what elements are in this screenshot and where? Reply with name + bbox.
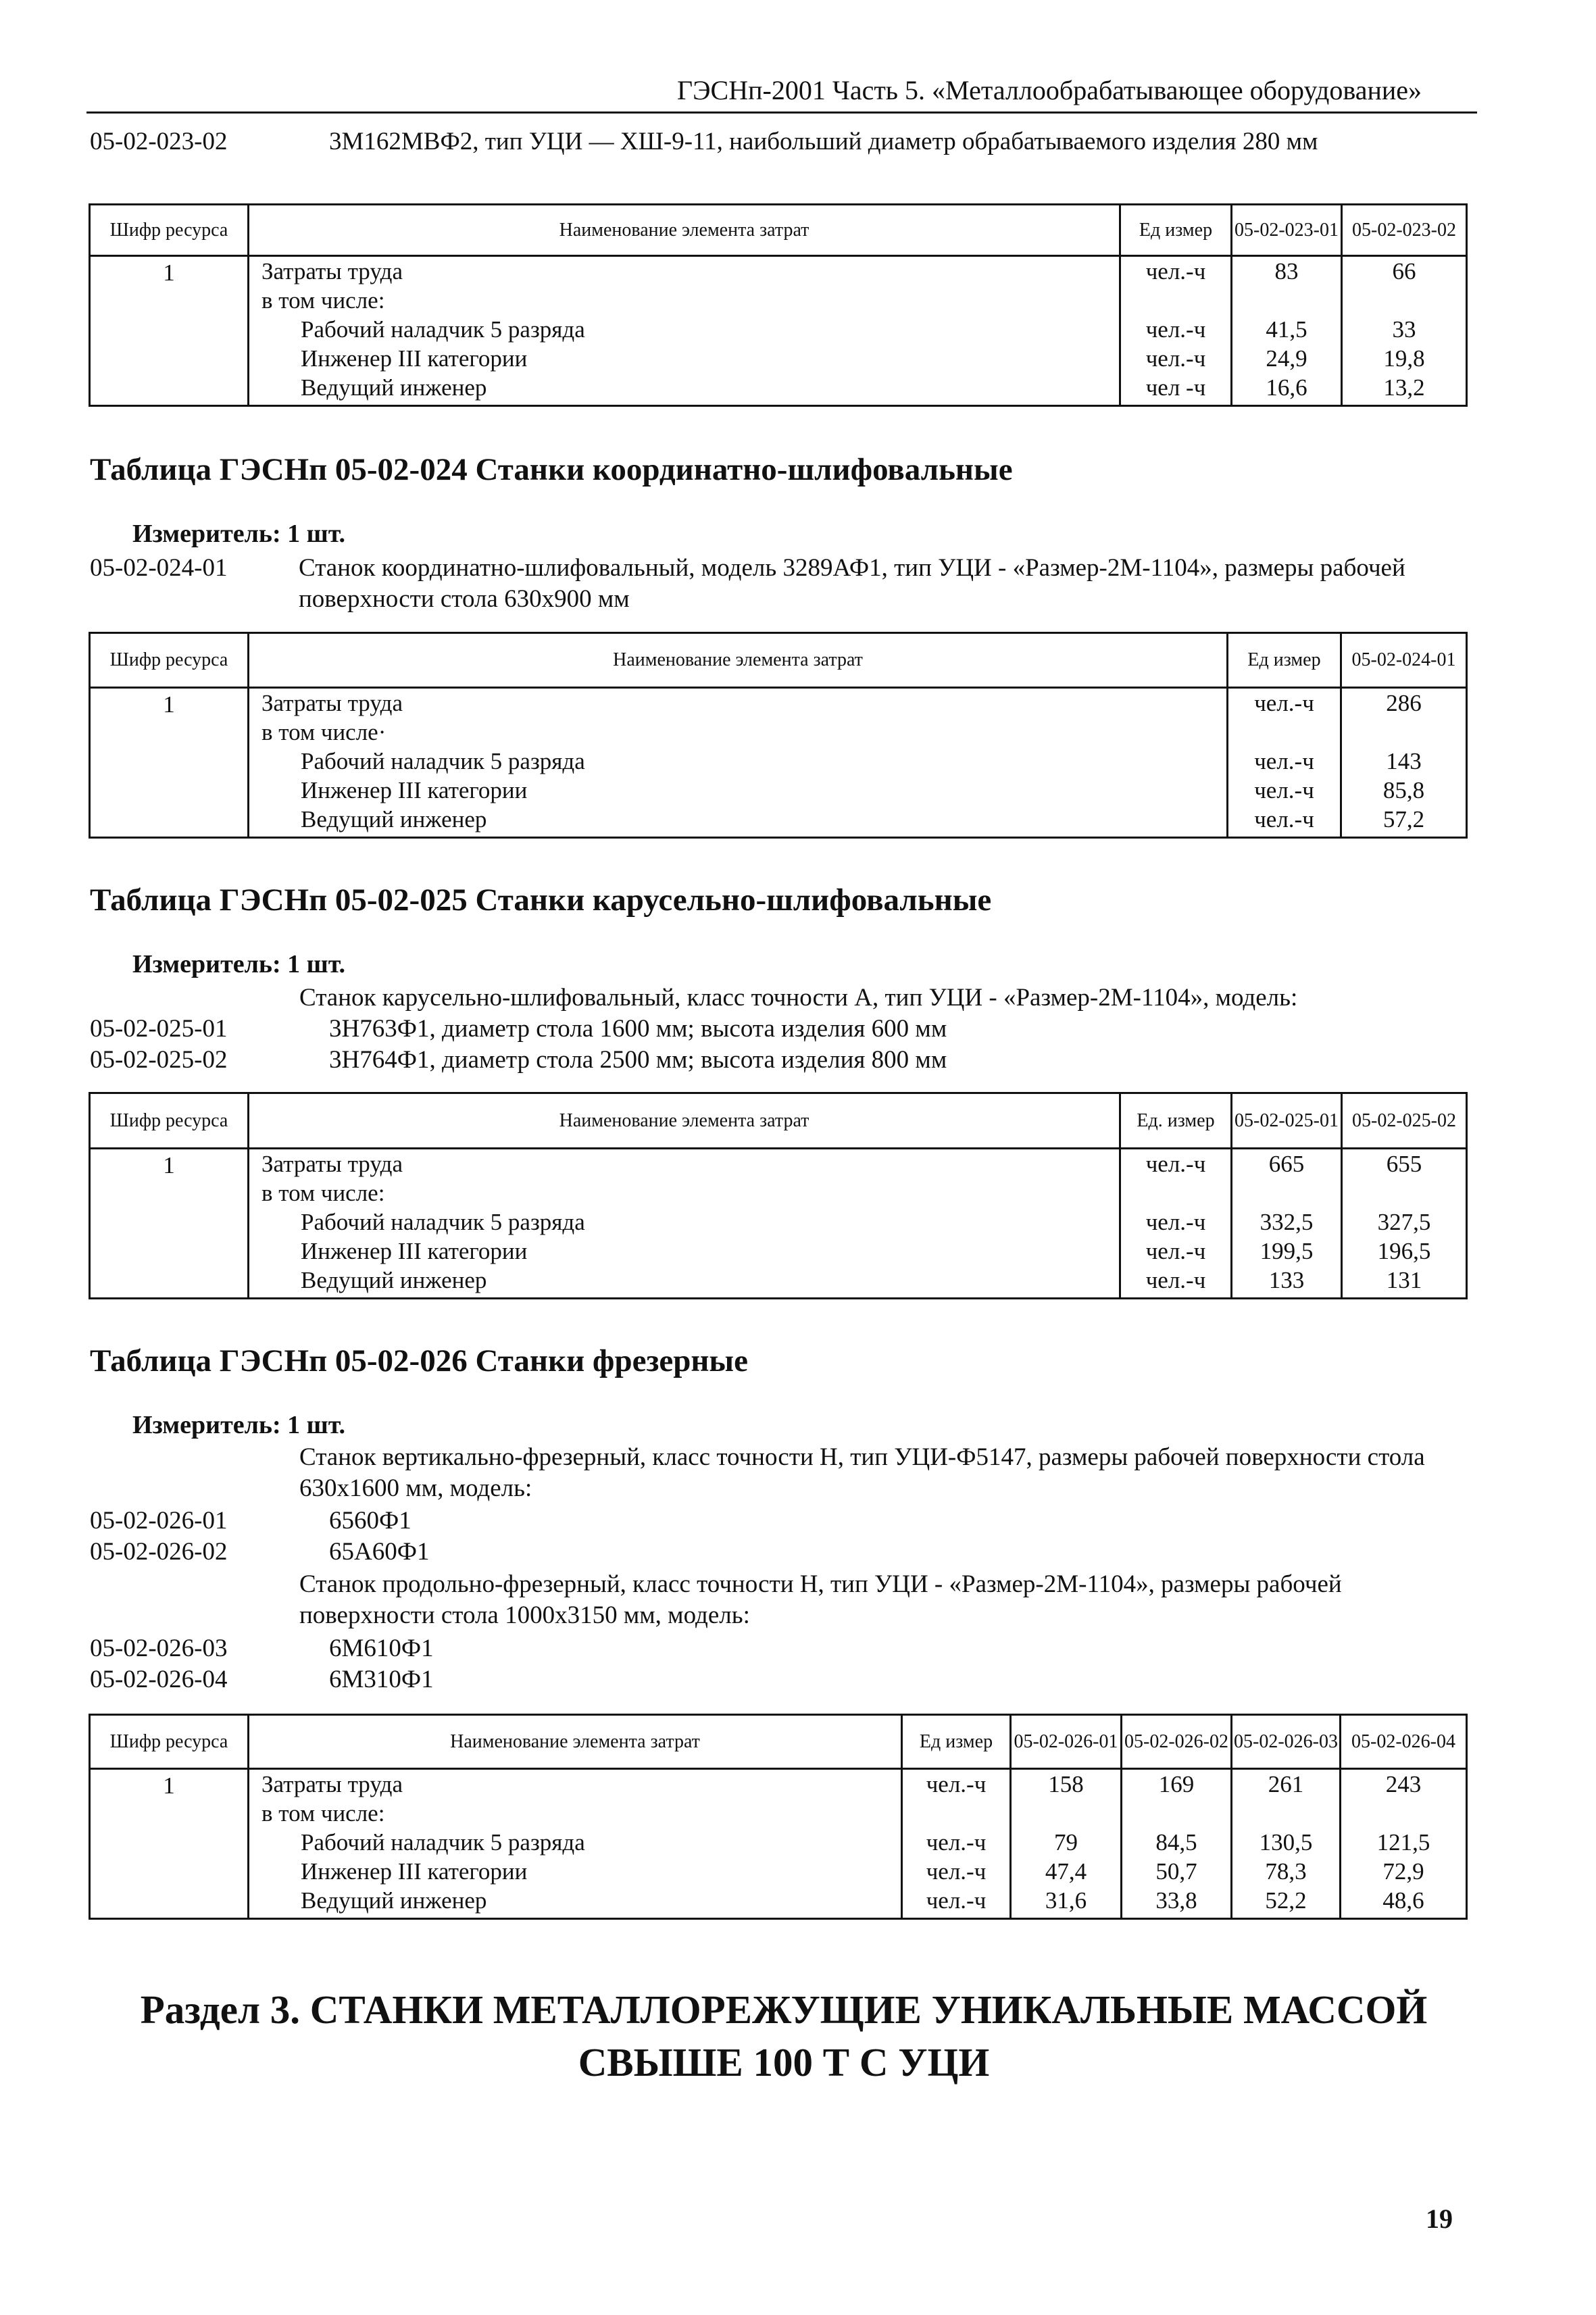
- cell-value: 199,5: [1260, 1238, 1314, 1264]
- measure-value: 1 шт.: [287, 950, 346, 978]
- item-description: 3Н764Ф1, диаметр стола 2500 мм; высота изделия 800 мм: [329, 1046, 947, 1074]
- unit-value: чел.-ч: [1254, 748, 1314, 774]
- col-header-name: Наименование элемента затрат: [249, 1715, 902, 1769]
- unit-value: чел -ч: [1145, 374, 1206, 401]
- cell-value: 243: [1385, 1771, 1422, 1797]
- cost-name: Рабочий наладчик 5 разряда: [301, 316, 585, 343]
- page-number: 19: [1426, 2204, 1453, 2234]
- cell-value: 169: [1158, 1771, 1195, 1797]
- values-cell: [1342, 256, 1467, 406]
- group-lead: Станок продольно-фрезерный, класс точности Н, тип УЦИ - «Размер-2М-1104», размеры рабочей поверхности стола 1000х3150 мм, модель:: [299, 1570, 1342, 1629]
- resource-table-024: [89, 632, 1468, 839]
- unit-value: чел.-ч: [1254, 806, 1314, 832]
- values-cell: [1232, 1149, 1342, 1299]
- values-cell: [1011, 1769, 1122, 1919]
- item-code: 05-02-026-02: [90, 1538, 228, 1566]
- cell-value: 131: [1386, 1267, 1422, 1293]
- cell-value: 261: [1268, 1771, 1304, 1797]
- cell-value: 52,2: [1265, 1887, 1307, 1914]
- item-description: Станок координатно-шлифовальный, модель 3289АФ1, тип УЦИ - «Размер-2М-1104», размеры рабочей поверхности стола 630х900 мм: [299, 554, 1405, 613]
- unit-value: чел.-ч: [1145, 258, 1206, 284]
- cell-value: 41,5: [1266, 316, 1307, 343]
- table-header-row: [90, 1715, 1467, 1769]
- cell-value: 286: [1386, 690, 1422, 716]
- item-description: 6560Ф1: [329, 1507, 412, 1535]
- cost-name: в том числе·: [261, 719, 386, 745]
- cell-value: 84,5: [1155, 1829, 1197, 1856]
- shifr-cell: 1: [90, 688, 249, 838]
- unit-value: чел.-ч: [1145, 1151, 1206, 1177]
- unit-value: чел.-ч: [926, 1771, 987, 1797]
- item-code: 05-02-023-02: [90, 128, 228, 155]
- cost-name: Инженер III категории: [301, 345, 528, 372]
- cell-value: 33: [1392, 316, 1416, 343]
- col-header-code: 05-02-026-01: [1011, 1715, 1122, 1769]
- item-description: 65А60Ф1: [329, 1538, 430, 1566]
- table-header-row: [90, 633, 1467, 688]
- section-heading-line: Раздел 3. СТАНКИ МЕТАЛЛОРЕЖУЩИЕ УНИКАЛЬНЫЕ МАССОЙ: [140, 1987, 1428, 2032]
- unit-value: чел.-ч: [1145, 1209, 1206, 1235]
- cell-value: 83: [1274, 258, 1299, 284]
- cell-value: 48,6: [1382, 1887, 1424, 1914]
- units-cell: [902, 1769, 1011, 1919]
- col-header-shifr: Шифр ресурса: [90, 205, 249, 256]
- resource-table-026: [89, 1714, 1468, 1920]
- cell-value: [1342, 718, 1466, 747]
- cost-name: Затраты труда: [261, 1771, 403, 1797]
- item-description: 3М162МВФ2, тип УЦИ — ХШ-9-11, наибольший диаметр обрабатываемого изделия 280 мм: [329, 128, 1318, 155]
- cost-name: в том числе:: [261, 1800, 385, 1826]
- shifr-cell: 1: [90, 1769, 249, 1919]
- item-code: 05-02-024-01: [90, 554, 228, 582]
- cell-value: 33,8: [1155, 1887, 1197, 1914]
- cost-name: Рабочий наладчик 5 разряда: [301, 1209, 585, 1235]
- table-row: [90, 256, 1467, 406]
- cell-value: 66: [1392, 258, 1416, 284]
- measure-line: [132, 519, 345, 549]
- measure-label: Измеритель:: [132, 520, 281, 548]
- unit-value: [903, 1799, 1009, 1828]
- cost-name: Затраты труда: [261, 1151, 403, 1177]
- cell-value: 72,9: [1382, 1858, 1424, 1885]
- item-description: 6М310Ф1: [329, 1666, 434, 1693]
- cost-name: Ведущий инженер: [301, 1267, 487, 1293]
- col-header-name: Наименование элемента затрат: [249, 205, 1120, 256]
- col-header-unit: Ед. измер: [1120, 1093, 1232, 1149]
- item-code: 05-02-025-01: [90, 1015, 228, 1043]
- cell-value: 24,9: [1266, 345, 1307, 372]
- cell-value: [1232, 1178, 1341, 1208]
- col-header-unit: Ед измер: [1120, 205, 1232, 256]
- values-cell: [1232, 256, 1342, 406]
- cell-value: 196,5: [1377, 1238, 1431, 1264]
- table-row: [90, 1149, 1467, 1299]
- col-header-code: 05-02-025-01: [1232, 1093, 1342, 1149]
- unit-value: чел.-ч: [1145, 1238, 1206, 1264]
- unit-value: чел.-ч: [926, 1829, 987, 1856]
- group-lead: Станок вертикально-фрезерный, класс точности Н, тип УЦИ-Ф5147, размеры рабочей поверхности стола 630х1600 мм, модель:: [299, 1443, 1425, 1502]
- names-cell: [249, 1769, 902, 1919]
- unit-value: чел.-ч: [1254, 777, 1314, 803]
- unit-value: чел.-ч: [1254, 690, 1314, 716]
- cell-value: 79: [1054, 1829, 1078, 1856]
- unit-value: [1121, 286, 1230, 315]
- unit-value: чел.-ч: [926, 1858, 987, 1885]
- col-header-unit: Ед измер: [902, 1715, 1011, 1769]
- cost-name: Ведущий инженер: [301, 374, 487, 401]
- values-cell: [1341, 688, 1467, 838]
- section-heading-line: СВЫШЕ 100 Т С УЦИ: [578, 2040, 990, 2085]
- col-header-name: Наименование элемента затрат: [249, 1093, 1120, 1149]
- cell-value: 19,8: [1383, 345, 1425, 372]
- table-title: Таблица ГЭСНп 05-02-024 Станки координатно-шлифовальные: [90, 452, 1013, 487]
- col-header-shifr: Шифр ресурса: [90, 1715, 249, 1769]
- item-code: 05-02-026-01: [90, 1507, 228, 1535]
- units-cell: [1120, 1149, 1232, 1299]
- cell-value: 133: [1268, 1267, 1305, 1293]
- table-row: [90, 688, 1467, 838]
- cell-value: [1122, 1799, 1230, 1828]
- unit-value: чел.-ч: [1145, 316, 1206, 343]
- cell-value: [1232, 1799, 1339, 1828]
- values-cell: [1342, 1149, 1467, 1299]
- cost-name: Затраты труда: [261, 258, 403, 284]
- cost-name: Рабочий наладчик 5 разряда: [301, 1829, 585, 1856]
- cell-value: 130,5: [1259, 1829, 1313, 1856]
- table-header-row: [90, 1093, 1467, 1149]
- item-code: 05-02-026-04: [90, 1666, 228, 1693]
- col-header-code: 05-02-023-01: [1232, 205, 1342, 256]
- header-rule: [86, 111, 1477, 114]
- table-header-row: [90, 205, 1467, 256]
- item-description: 3Н763Ф1, диаметр стола 1600 мм; высота изделия 600 мм: [329, 1015, 947, 1043]
- table-title: Таблица ГЭСНп 05-02-025 Станки карусельно-шлифовальные: [90, 882, 992, 918]
- cell-value: 31,6: [1045, 1887, 1087, 1914]
- cell-value: 85,8: [1382, 777, 1425, 803]
- col-header-code: 05-02-024-01: [1341, 633, 1467, 688]
- units-cell: [1120, 256, 1232, 406]
- cell-value: 78,3: [1265, 1858, 1307, 1885]
- measure-label: Измеритель:: [132, 1411, 281, 1439]
- shifr-cell: 1: [90, 1149, 249, 1299]
- cost-name: в том числе:: [261, 287, 385, 314]
- cell-value: 13,2: [1383, 374, 1425, 401]
- values-cell: [1122, 1769, 1232, 1919]
- col-header-shifr: Шифр ресурса: [90, 633, 249, 688]
- cost-name: Инженер III категории: [301, 1858, 528, 1885]
- col-header-code: 05-02-023-02: [1342, 205, 1467, 256]
- col-header-unit: Ед измер: [1228, 633, 1341, 688]
- col-header-code: 05-02-026-04: [1341, 1715, 1467, 1769]
- unit-value: чел.-ч: [1145, 345, 1206, 372]
- cell-value: 655: [1386, 1151, 1422, 1177]
- values-cell: [1232, 1769, 1341, 1919]
- names-cell: [249, 256, 1120, 406]
- table-row: [90, 1769, 1467, 1919]
- item-description: 6М610Ф1: [329, 1635, 434, 1662]
- unit-value: чел.-ч: [926, 1887, 987, 1914]
- cell-value: 327,5: [1377, 1209, 1431, 1235]
- cost-name: в том числе:: [261, 1180, 385, 1206]
- unit-value: чел.-ч: [1145, 1267, 1206, 1293]
- measure-label: Измеритель:: [132, 950, 281, 978]
- cell-value: 121,5: [1376, 1829, 1430, 1856]
- cell-value: [1341, 1799, 1466, 1828]
- shifr-cell: 1: [90, 256, 249, 406]
- resource-table-025: [89, 1092, 1468, 1299]
- names-cell: [249, 688, 1228, 838]
- names-cell: [249, 1149, 1120, 1299]
- cell-value: 158: [1048, 1771, 1084, 1797]
- col-header-code: 05-02-025-02: [1342, 1093, 1467, 1149]
- measure-line: [132, 1410, 345, 1440]
- cell-value: 665: [1268, 1151, 1305, 1177]
- unit-value: [1228, 718, 1340, 747]
- cell-value: 50,7: [1155, 1858, 1197, 1885]
- values-cell: [1341, 1769, 1467, 1919]
- measure-value: 1 шт.: [287, 520, 346, 548]
- cell-value: [1232, 286, 1341, 315]
- cell-value: 16,6: [1266, 374, 1307, 401]
- col-header-code: 05-02-026-02: [1122, 1715, 1232, 1769]
- measure-line: [132, 949, 345, 979]
- cost-name: Ведущий инженер: [301, 1887, 487, 1914]
- measure-value: 1 шт.: [287, 1411, 346, 1439]
- col-header-shifr: Шифр ресурса: [90, 1093, 249, 1149]
- cost-name: Затраты труда: [261, 690, 403, 716]
- cost-name: Инженер III категории: [301, 777, 528, 803]
- cell-value: 143: [1386, 748, 1422, 774]
- cost-name: Ведущий инженер: [301, 806, 487, 832]
- table-title: Таблица ГЭСНп 05-02-026 Станки фрезерные: [90, 1343, 748, 1378]
- col-header-code: 05-02-026-03: [1232, 1715, 1341, 1769]
- running-header: ГЭСНп-2001 Часть 5. «Металлообрабатывающее оборудование»: [677, 75, 1422, 105]
- units-cell: [1228, 688, 1341, 838]
- cell-value: [1343, 1178, 1466, 1208]
- section-heading: [95, 1983, 1473, 2089]
- cost-name: Инженер III категории: [301, 1238, 528, 1264]
- cell-value: 57,2: [1382, 806, 1425, 832]
- cost-name: Рабочий наладчик 5 разряда: [301, 748, 585, 774]
- cell-value: 332,5: [1260, 1209, 1314, 1235]
- col-header-name: Наименование элемента затрат: [249, 633, 1228, 688]
- cell-value: [1343, 286, 1466, 315]
- unit-value: [1121, 1178, 1230, 1208]
- resource-table-023: [89, 203, 1468, 407]
- item-code: 05-02-025-02: [90, 1046, 228, 1074]
- item-code: 05-02-026-03: [90, 1635, 228, 1662]
- cell-value: [1012, 1799, 1120, 1828]
- cell-value: 47,4: [1045, 1858, 1087, 1885]
- group-lead: Станок карусельно-шлифовальный, класс точности А, тип УЦИ - «Размер-2М-1104», модель:: [299, 984, 1298, 1012]
